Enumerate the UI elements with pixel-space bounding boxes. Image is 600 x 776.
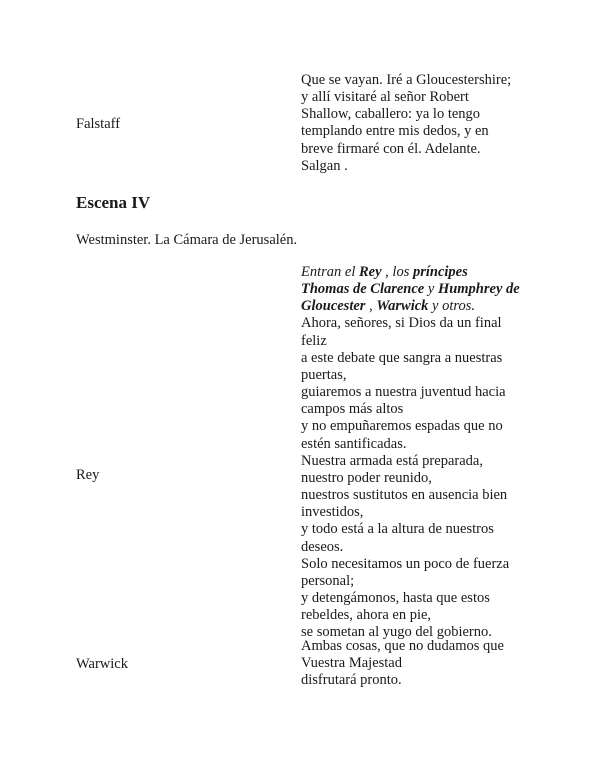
speech-line: se sometan al yugo del gobierno. bbox=[301, 624, 492, 641]
stage-character-humphrey: Humphrey de Gloucester bbox=[301, 281, 520, 315]
speech-line: personal; bbox=[301, 572, 355, 589]
speech-line: estén santificadas. bbox=[301, 435, 407, 452]
stage-direction bbox=[301, 264, 546, 315]
speech-line: puertas, bbox=[301, 366, 347, 383]
speaker-falstaff: Falstaff bbox=[76, 116, 121, 132]
speech-line: deseos. bbox=[301, 538, 344, 555]
scene-title: Escena IV bbox=[76, 193, 151, 212]
speech-line: y detengámonos, hasta que estos bbox=[301, 589, 490, 606]
speech-line: Solo necesitamos un poco de fuerza bbox=[301, 555, 510, 572]
speech-line: a este debate que sangra a nuestras bbox=[301, 349, 503, 366]
speech-line: y allí visitaré al señor Robert bbox=[301, 89, 469, 106]
stage-text: y otros. bbox=[428, 298, 476, 315]
stage-principes: príncipes bbox=[412, 264, 468, 280]
speaker-rey: Rey bbox=[76, 467, 100, 483]
speech-line: Ambas cosas, que no dudamos que bbox=[301, 638, 504, 654]
stage-text: , bbox=[365, 298, 377, 315]
speech-line: disfrutará pronto. bbox=[301, 672, 402, 689]
stage-character-thomas: Thomas de Clarence bbox=[301, 281, 425, 298]
speech-line: Shallow, caballero: ya lo tengo bbox=[301, 106, 481, 123]
stage-character-rey: Rey bbox=[359, 264, 382, 280]
scene-setting: Westminster. La Cámara de Jerusalén. bbox=[76, 232, 298, 248]
speech-line: y no empuñaremos espadas que no bbox=[301, 418, 503, 435]
speech-warwick bbox=[301, 638, 546, 689]
stage-text: Entran el bbox=[301, 264, 359, 280]
speech-line: nuestro poder reunido, bbox=[301, 469, 432, 486]
speech-line: nuestros sustitutos en ausencia bien bbox=[301, 487, 508, 504]
stage-text: , los bbox=[381, 264, 413, 280]
speech-falstaff bbox=[301, 72, 546, 175]
speech-line: Que se vayan. Iré a Gloucestershire; bbox=[301, 72, 512, 88]
speech-line: Nuestra armada está preparada, bbox=[301, 452, 483, 469]
speech-line: guiaremos a nuestra juventud hacia bbox=[301, 384, 506, 401]
speech-line: breve firmaré con él. Adelante. bbox=[301, 140, 481, 157]
speech-line: campos más altos bbox=[301, 401, 404, 418]
speech-rey bbox=[301, 264, 546, 641]
speech-line: Salgan . bbox=[301, 157, 348, 174]
speaker-warwick: Warwick bbox=[76, 656, 128, 672]
speech-line: Vuestra Majestad bbox=[301, 655, 402, 672]
stage-character-warwick: Warwick bbox=[376, 298, 429, 315]
speech-line: investidos, bbox=[301, 504, 364, 521]
speech-line: Ahora, señores, si Dios da un final bbox=[301, 315, 502, 332]
speech-line: feliz bbox=[301, 332, 327, 349]
speech-line: templando entre mis dedos, y en bbox=[301, 123, 489, 140]
speech-line: rebeldes, ahora en pie, bbox=[301, 607, 432, 624]
speech-line: y todo está a la altura de nuestros bbox=[301, 521, 494, 538]
stage-text: y bbox=[424, 281, 438, 298]
